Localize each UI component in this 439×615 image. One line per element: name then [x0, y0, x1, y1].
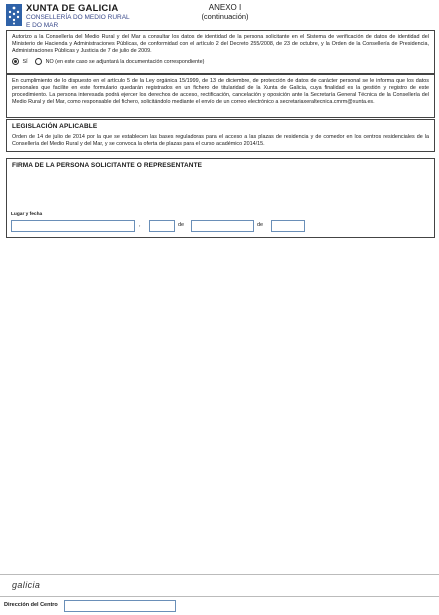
data-protection-text: En cumplimiento de lo dispuesto en el artículo 5 de la Ley orgánica 15/1999, de 13 de diciembre, de protección de datos de carácter personal se le informa que los datos personales que facilite en este formulario quedarán registrados en un fichero de titularidad de la Xunta de Galicia, cuya finalidad es la gestión y registro de este procedimiento. La persona interesada podrá ejercer los derechos de acceso, rectificación, cancelación y oposición ante la Secretaría General Técnica de la Consellería del Medio Rural y del Mar, como responsable del fichero, solicitándolo mediante el envío de un correo electrónico a secretariaxeraltecnica.cmrm@xunta.es.: [12, 78, 429, 106]
authorization-section: [6, 30, 435, 74]
legislation-section: [6, 119, 435, 152]
centre-address-label: Dirección del Centro: [4, 602, 58, 608]
dept-name-line1: CONSELLERÍA DO MEDIO RURAL: [26, 14, 130, 21]
footer-divider: [0, 574, 439, 575]
signature-heading: FIRMA DE LA PERSONA SOLICITANTE O REPRESENTANTE: [12, 162, 203, 169]
place-input[interactable]: [11, 220, 135, 232]
month-input[interactable]: [191, 220, 254, 232]
authorization-text: Autorizo a la Consellería del Medio Rural y del Mar a consultar los datos de identidad de la persona solicitante en el Sistema de verificación de datos de identidad del Ministerio de Hacienda y Administraciones Públicas, de conformidad con el artículo 2 del Decreto 255/2008, de 23 de octubre, y la Orden de la Consellería de Presidencia, Administraciones Públicas y Justicia de 7 de julio de 2009.: [12, 34, 429, 55]
comma-separator: ,: [139, 222, 141, 228]
yes-label: SÍ: [22, 59, 28, 66]
footer-divider-lower: [0, 596, 439, 597]
de-separator-1: de: [178, 222, 185, 228]
place-date-label: Lugar y fecha: [11, 212, 43, 217]
year-input[interactable]: [271, 220, 305, 232]
no-radio[interactable]: [35, 58, 42, 65]
legislation-heading: LEGISLACIÓN APLICABLE: [12, 123, 98, 130]
yes-radio[interactable]: [12, 58, 19, 65]
galicia-logo: galicia: [12, 580, 41, 590]
dept-name-line2: E DO MAR: [26, 22, 59, 29]
de-separator-2: de: [257, 222, 264, 228]
annex-title: ANEXO I: [208, 3, 242, 12]
annex-subtitle: (continuación): [201, 12, 249, 21]
centre-address-input[interactable]: [64, 600, 176, 612]
legislation-text: Orden de 14 de julio de 2014 por la que se establecen las bases reguladoras para el acceso a las plazas de residencia y de comedor en los centros residenciales de la Consellería del Medio Rural y del Mar, y se convoca la oferta de plazas para el curso académico 2014/15.: [12, 134, 429, 148]
xunta-emblem-icon: [6, 4, 22, 26]
authorization-options: [12, 58, 429, 65]
data-protection-section: [6, 74, 435, 118]
day-input[interactable]: [149, 220, 175, 232]
no-label: NO (en este caso se adjuntará la documentación correspondiente): [45, 59, 205, 66]
org-name: XUNTA DE GALICIA: [26, 3, 119, 14]
